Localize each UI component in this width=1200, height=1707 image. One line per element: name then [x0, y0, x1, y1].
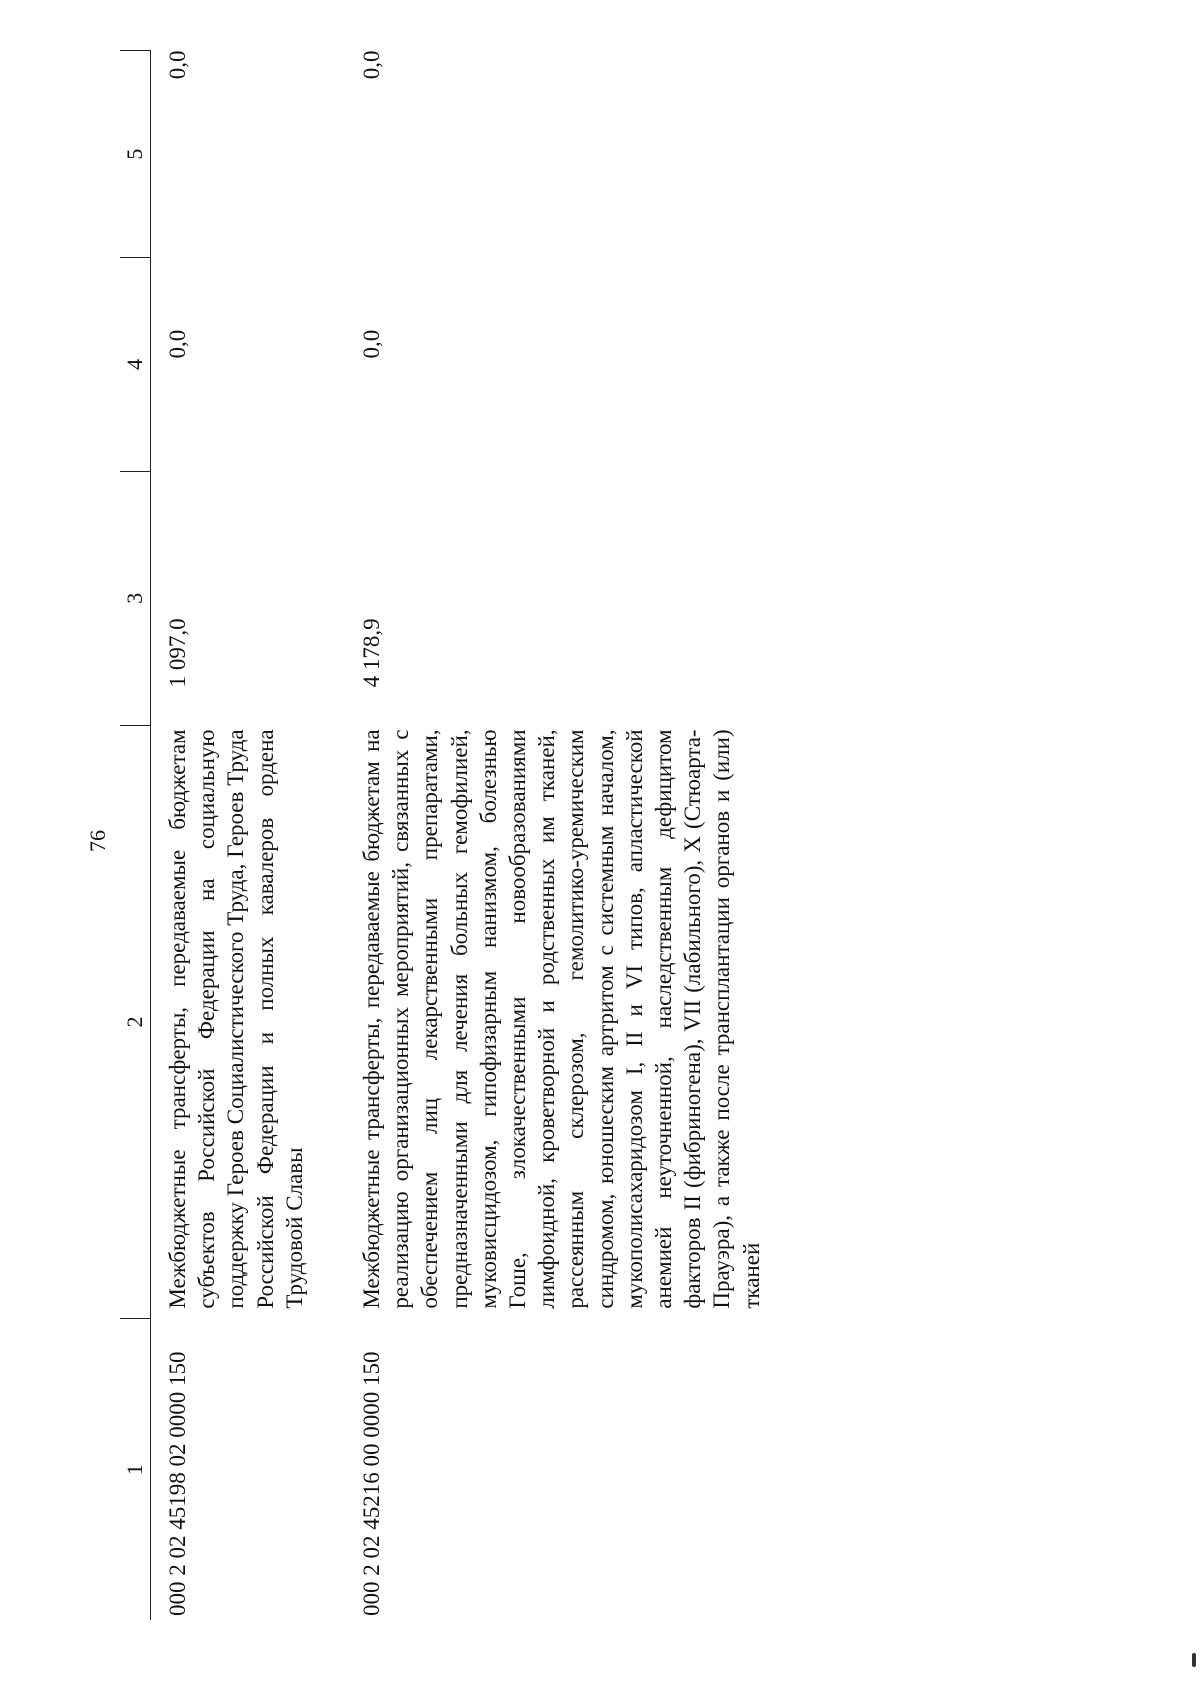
row-value-col3: 4 178,9: [359, 618, 385, 688]
row-code: 000 2 02 45216 00 0000 150: [359, 1351, 385, 1616]
row-code: 000 2 02 45198 02 0000 150: [165, 1351, 190, 1616]
page-number: 76: [85, 830, 110, 852]
header-col-3: 3: [120, 471, 151, 725]
row-description: Межбюджетные трансферты, передаваемые бюджетам субъектов Российской Федерации на социальную поддержку Героев Социалистического Труда, Героев Труда Российской Федерации и полных кавалеров ордена Трудовой Славы: [165, 729, 307, 1309]
row-value-col5: 0,0: [165, 50, 190, 80]
row-value-col5: 0,0: [359, 50, 385, 80]
header-row: [120, 51, 151, 1621]
row-value-col4: 0,0: [359, 329, 385, 359]
header-col-1: 1: [120, 1319, 151, 1620]
row-description: Межбюджетные трансферты, передаваемые бюджетам на реализацию организационных мероприятий, связанных с обеспечением лиц лекарственными препаратами, предназначенными для лечения больных гемофилией, муковисцидозом, гипофизарным нанизмом, болезнью Гоше, злокачественными новообразованиями лимфоидной, кроветворной и родственных им тканей, рассеянным склерозом, гемолитико-уремическим синдромом, юношеским артритом с системным началом, мукополисахаридозом I, II и VI типов, апластической анемией неуточненной, наследственным дефицитом факторов II (фибриногена), VII (лабильного), X (Стюарта-Прауэра), а также после трансплантации органов и (или) тканей: [359, 729, 764, 1309]
table-header: [120, 51, 151, 1621]
row-value-col3: 1 097,0: [165, 618, 190, 688]
header-col-5: 5: [120, 51, 151, 258]
row-value-col4: 0,0: [165, 329, 190, 359]
scan-mark: [1192, 1653, 1196, 1667]
header-col-4: 4: [120, 258, 151, 471]
table-row: [151, 51, 346, 1621]
header-col-2: 2: [120, 725, 151, 1318]
table-body: [151, 51, 802, 1621]
rotated-table-container: [120, 50, 802, 1620]
budget-table: [120, 50, 802, 1620]
table-row: [345, 51, 802, 1621]
